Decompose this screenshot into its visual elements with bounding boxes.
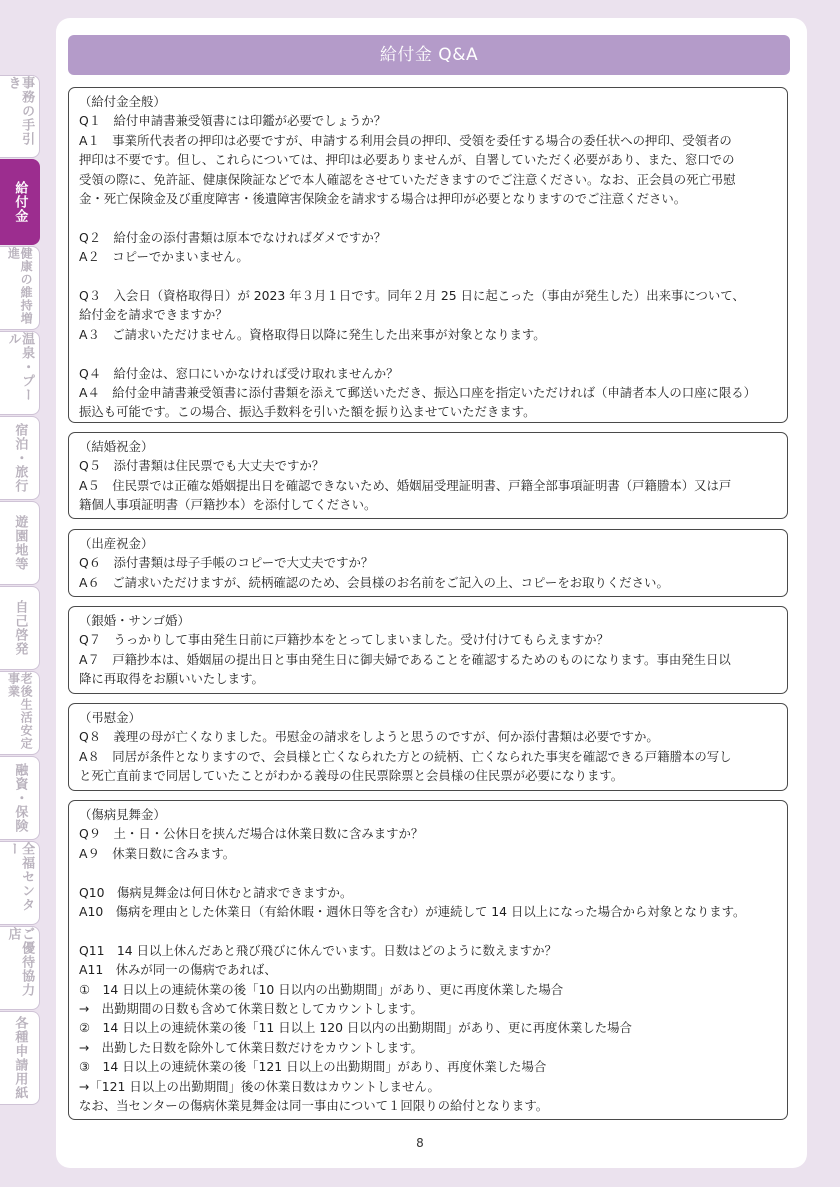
side-tab-label: 事務の手引き <box>5 76 35 146</box>
question: Q４ 給付金は、窓口にいかなければ受け取れませんか？ <box>79 365 399 381</box>
section-heading: （銀婚・サンゴ婚） <box>79 613 190 628</box>
side-tab-shukuhaku[interactable] <box>0 416 40 500</box>
answer-item: ② 14 日以上の連続休業の後「11 日以上 120 日以内の出勤期間」があり、更に再度休業した場合 <box>79 1020 632 1036</box>
answer: A３ ご請求いただけません。資格取得日以降に発生した出来事が対象となります。 <box>79 326 546 342</box>
side-tab-label: 宿泊・旅行 <box>12 423 28 493</box>
answer: A４ 給付金申請書兼受領書に添付書類を添えて郵送いただき、振込口座を指定いただければ（申請者本人の口座に限る） <box>79 385 757 401</box>
qa-section-birth <box>68 529 788 597</box>
section-heading: （弔慰金） <box>79 710 141 725</box>
answer-note: なお、当センターの傷病休業見舞金は同一事由について１回限りの給付となります。 <box>79 1098 549 1114</box>
side-tab-zenpuku-center[interactable] <box>0 841 40 925</box>
side-tab-yutai[interactable] <box>0 926 40 1010</box>
answer: A２ コピーでかまいません。 <box>79 249 249 265</box>
question: Q８ 義理の母が亡くなりました。弔慰金の請求をしようと思うのですが、何か添付書類は必要ですか。 <box>79 729 659 745</box>
answer: A５ 住民票では正確な婚姻提出日を確認できないため、婚姻届受理証明書、戸籍全部事項証明書（戸籍謄本）又は戸 <box>79 477 732 493</box>
qa-section-anniversary <box>68 606 788 694</box>
spacer <box>79 267 779 286</box>
section-heading: （傷病見舞金） <box>79 807 166 822</box>
qa-section-injury <box>68 800 788 1120</box>
section-heading: （給付金全般） <box>79 94 166 109</box>
question: Q５ 添付書類は住民票でも大丈夫ですか？ <box>79 458 325 474</box>
page-title: 給付金 Q&A <box>68 35 790 75</box>
answer-cont: 降に再取得をお願いいたします。 <box>79 671 264 687</box>
spacer <box>79 344 779 363</box>
answer: A６ ご請求いただけますが、続柄確認のため、会員様のお名前をご記入の上、コピーをお取りください。 <box>79 574 669 590</box>
qa-section-marriage <box>68 432 788 519</box>
side-tab-label: 給付金 <box>12 181 28 223</box>
section-heading: （結婚祝金） <box>79 439 154 454</box>
answer-cont: 押印は不要です。但し、これらについては、押印は必要ありませんが、自署していただく必要があり、また、窓口での <box>79 152 735 168</box>
side-tab-onsen[interactable] <box>0 331 40 415</box>
answer-item: → 出勤期間の日数も含めて休業日数としてカウントします。 <box>79 1001 423 1017</box>
answer: A１ 事業所代表者の押印は必要ですが、申請する利用会員の押印、受領を委任する場合の委任状への押印、受領者の <box>79 132 732 148</box>
side-tab-rougo[interactable] <box>0 671 40 755</box>
answer-item: ③ 14 日以上の連続休業の後「121 日以上の出勤期間」があり、再度休業した場合 <box>79 1059 547 1075</box>
side-tab-label: 老後生活安定事業 <box>6 672 34 750</box>
side-tab-shinsei-yoshi[interactable] <box>0 1011 40 1105</box>
question: Q11 14 日以上休んだあと飛び飛びに休んでいます。日数はどのように数えますか？ <box>79 942 557 958</box>
side-tab-label: 各種申請用紙 <box>12 1016 28 1100</box>
question: Q２ 給付金の添付書類は原本でなければダメですか？ <box>79 229 387 245</box>
answer-cont: 受領の際に、免許証、健康保険証などで本人確認をさせていただきますのでご注意ください。なお、正会員の死亡弔慰 <box>79 171 736 187</box>
section-heading: （出産祝金） <box>79 536 154 551</box>
answer-item: →「121 日以上の出勤期間」後の休業日数はカウントしません。 <box>79 1078 440 1094</box>
answer: A９ 休業日数に含みます。 <box>79 845 236 861</box>
answer-cont: 籍個人事項証明書（戸籍抄本）を添付してください。 <box>79 497 377 513</box>
side-tab-jimu[interactable] <box>0 75 40 158</box>
question: Q６ 添付書類は母子手帳のコピーで大丈夫ですか？ <box>79 555 374 571</box>
side-tab-yushi[interactable] <box>0 756 40 840</box>
question: Q３ 入会日（資格取得日）が 2023 年３月１日です。同年２月 25 日に起こった（事由が発生した）出来事について、 <box>79 288 745 304</box>
answer-cont: 振込も可能です。この場合、振込手数料を引いた額を振り込ませていただきます。 <box>79 404 536 420</box>
side-tab-label: ご優待協力店 <box>5 927 35 997</box>
side-tab-label: 遊園地等 <box>12 515 28 571</box>
spacer <box>79 921 779 940</box>
question: Q７ うっかりして事由発生日前に戸籍抄本をとってしまいました。受け付けてもらえますか？ <box>79 632 609 648</box>
answer-item: → 出勤した日数を除外して休業日数だけをカウントします。 <box>79 1039 423 1055</box>
question-cont: 給付金を請求できますか？ <box>79 307 228 323</box>
spacer <box>79 863 779 882</box>
question: Q１ 給付申請書兼受領書には印鑑が必要でしょうか？ <box>79 113 387 129</box>
side-tab-kenko[interactable] <box>0 246 40 330</box>
spacer <box>79 208 779 227</box>
answer-item: ① 14 日以上の連続休業の後「10 日以内の出勤期間」があり、更に再度休業した場合 <box>79 981 564 997</box>
side-tab-label: 融資・保険 <box>12 763 28 833</box>
side-tab-jiko-keihatsu[interactable] <box>0 586 40 670</box>
question: Q９ 土・日・公休日を挟んだ場合は休業日数に含みますか？ <box>79 826 424 842</box>
side-tab-label: 全福センター <box>5 842 35 912</box>
answer: A11 休みが同一の傷病であれば、 <box>79 962 277 978</box>
qa-section-condolence <box>68 703 788 791</box>
side-tab-label: 自己啓発 <box>12 600 28 656</box>
answer: A８ 同居が条件となりますので、会員様と亡くなられた方との続柄、亡くなられた事実を確認できる戸籍謄本の写し <box>79 748 732 764</box>
question: Q10 傷病見舞金は何日休むと請求できますか。 <box>79 884 353 900</box>
answer-cont: 金・死亡保険金及び重度障害・後遺障害保険金を請求する場合は押印が必要となりますのでご注意ください。 <box>79 191 687 207</box>
answer: A７ 戸籍抄本は、婚姻届の提出日と事由発生日に御夫婦であることを確認するためのものになります。事由発生日以 <box>79 651 731 667</box>
side-tab-label: 健康の維持増進 <box>6 247 34 325</box>
side-tab-label: 温泉・プール <box>5 332 35 402</box>
page-number: 8 <box>416 1136 424 1150</box>
qa-section-general <box>68 87 788 423</box>
side-tab-kyufukin[interactable] <box>0 159 40 245</box>
answer-cont: と死亡直前まで同居していたことがわかる義母の住民票除票と会員様の住民票が必要になります。 <box>79 768 624 784</box>
answer: A10 傷病を理由とした休業日（有給休暇・週休日等を含む）が連続して 14 日以上になった場合から対象となります。 <box>79 904 746 920</box>
side-tab-yuenchi[interactable] <box>0 501 40 585</box>
